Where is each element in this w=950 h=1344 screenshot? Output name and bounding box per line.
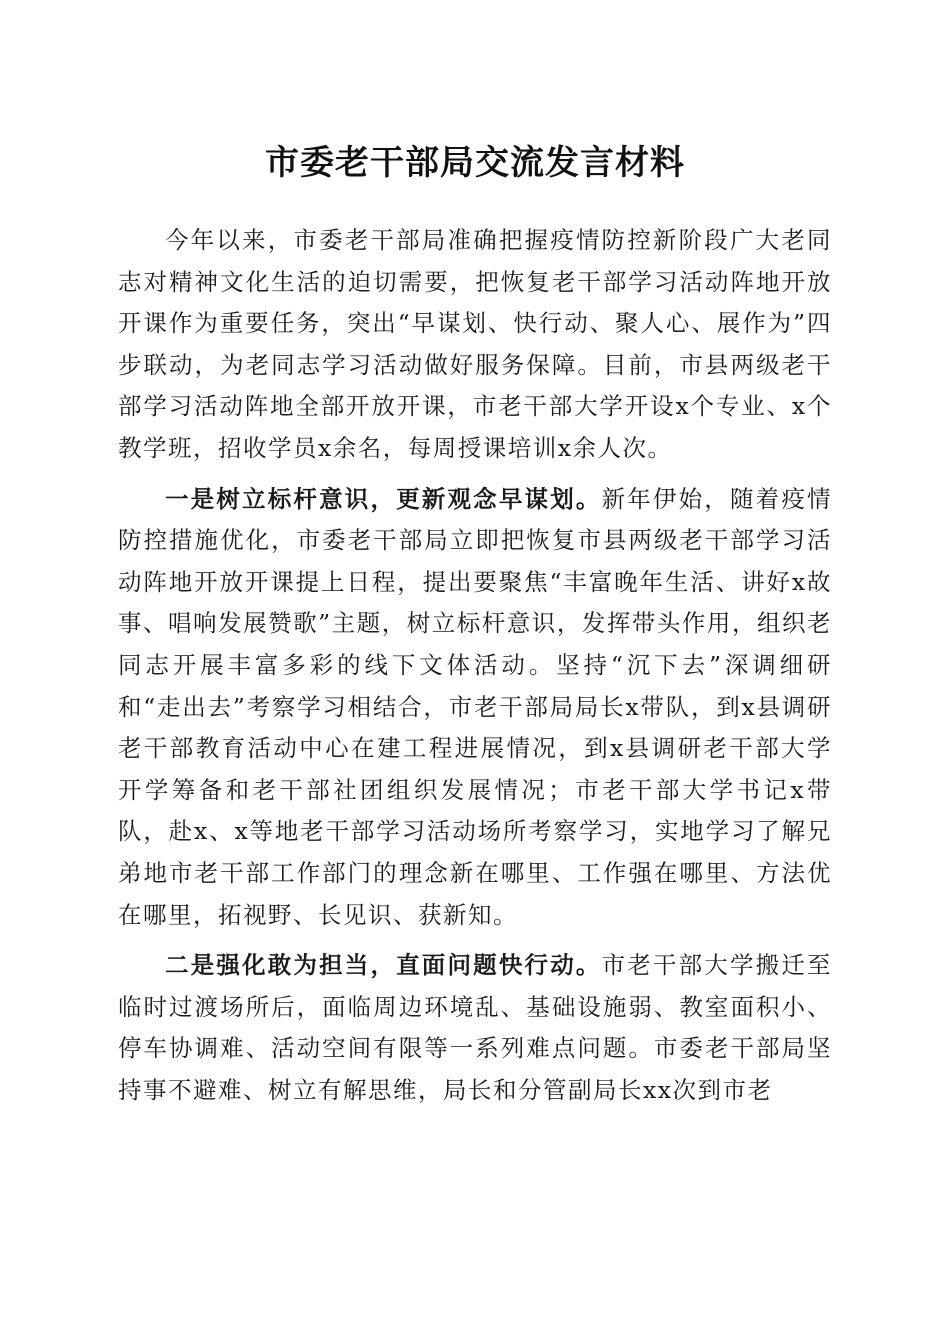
paragraph-text: 今年以来，市委老干部局准确把握疫情防控新阶段广大老同志对精神文化生活的迫切需要，把恢复老干部学习活动阵地开放开课作为重要任务，突出“早谋划、快行动、聚人心、展作为”四步联动，为老同志学习活动做好服务保障。目前，市县两级老干部学习活动阵地全部开放开课，市老干部大学开设x个专业、x个教学班，招收学员x余名，每周授课培训x余人次。 bbox=[118, 226, 832, 462]
paragraph-lead: 二是强化敢为担当，直面问题快行动。 bbox=[165, 951, 602, 980]
paragraph-point-two bbox=[118, 945, 832, 1111]
paragraph-intro bbox=[118, 220, 832, 470]
paragraph-text: 市老干部大学搬迁至临时过渡场所后，面临周边环境乱、基础设施弱、教室面积小、停车协调难、活动空间有限等一系列难点问题。市委老干部局坚持事不避难、树立有解思维，局长和分管副局长xx次到市老 bbox=[118, 951, 833, 1104]
document-title: 市委老干部局交流发言材料 bbox=[265, 143, 685, 183]
paragraph-text: 新年伊始，随着疫情防控措施优化，市委老干部局立即把恢复市县两级老干部学习活动阵地开放开课提上日程，提出要聚焦“丰富晚年生活、讲好x故事、唱响发展赞歌”主题，树立标杆意识，发挥带头作用，组织老同志开展丰富多彩的线下文体活动。坚持“沉下去”深调细研和“走出去”考察学习相结合，市老干部局局长x带队，到x县调研老干部教育活动中心在建工程进展情况，到x县调研老干部大学开学筹备和老干部社团组织发展情况；市老干部大学书记x带队，赴x、x等地老干部学习活动场所考察学习，实地学习了解兄弟地市老干部工作部门的理念新在哪里、工作强在哪里、方法优在哪里，拓视野、长见识、获新知。 bbox=[118, 484, 833, 929]
paragraph-point-one bbox=[118, 479, 832, 937]
paragraph-lead: 一是树立标杆意识，更新观念早谋划。 bbox=[165, 484, 602, 513]
